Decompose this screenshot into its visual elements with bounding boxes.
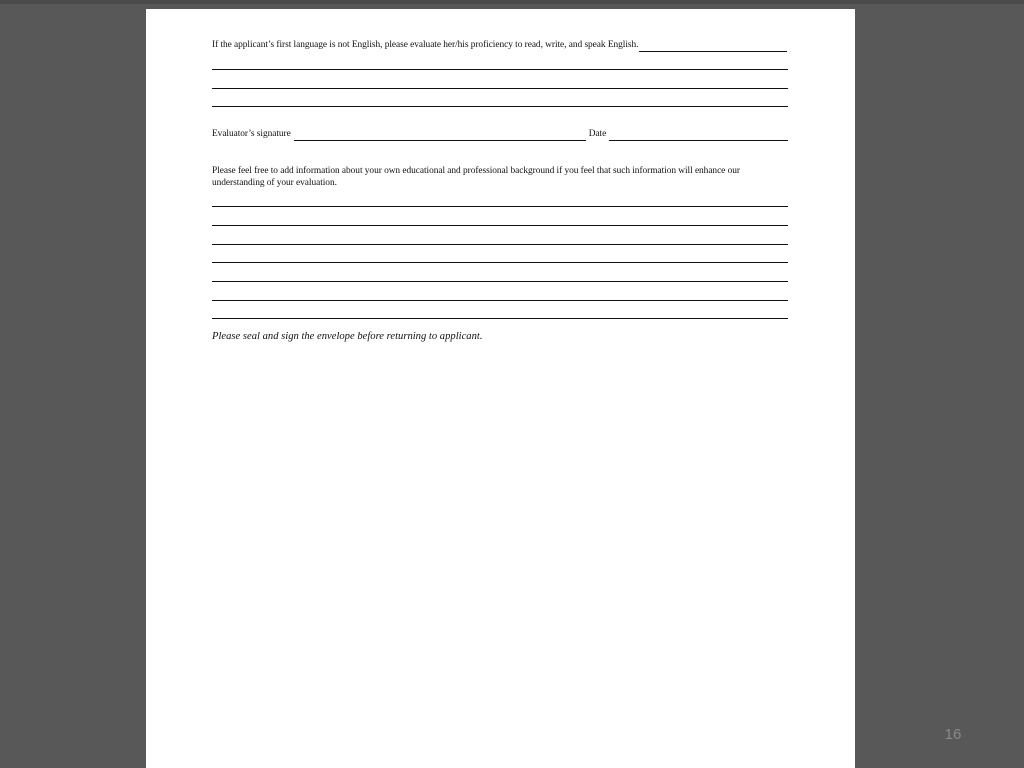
date-field[interactable] <box>609 130 788 141</box>
background-answer-line[interactable] <box>212 281 788 282</box>
proficiency-question <box>212 40 787 52</box>
proficiency-answer-line-inline[interactable] <box>639 41 787 52</box>
background-prompt: Please feel free to add information about your own educational and professional background if you feel that such information will enhance our understanding of your evaluation. <box>212 166 740 188</box>
proficiency-answer-line[interactable] <box>212 106 788 107</box>
background-answer-line[interactable] <box>212 262 788 263</box>
signature-label: Evaluator’s signature <box>212 129 291 139</box>
proficiency-answer-line[interactable] <box>212 88 788 89</box>
signature-row <box>212 129 788 141</box>
background-answer-line[interactable] <box>212 300 788 301</box>
background-answer-line[interactable] <box>212 318 788 319</box>
background-answer-line[interactable] <box>212 244 788 245</box>
closing-instruction: Please seal and sign the envelope before returning to applicant. <box>212 331 483 342</box>
background-answer-line[interactable] <box>212 225 788 226</box>
background-answer-line[interactable] <box>212 206 788 207</box>
document-page <box>146 9 855 768</box>
proficiency-prompt-text: If the applicant’s first language is not English, please evaluate her/his proficiency to read, write, and speak English. <box>212 40 639 50</box>
signature-field[interactable] <box>294 130 586 141</box>
slide-number: 16 <box>944 726 962 743</box>
date-label: Date <box>588 129 607 139</box>
proficiency-answer-line[interactable] <box>212 69 788 70</box>
